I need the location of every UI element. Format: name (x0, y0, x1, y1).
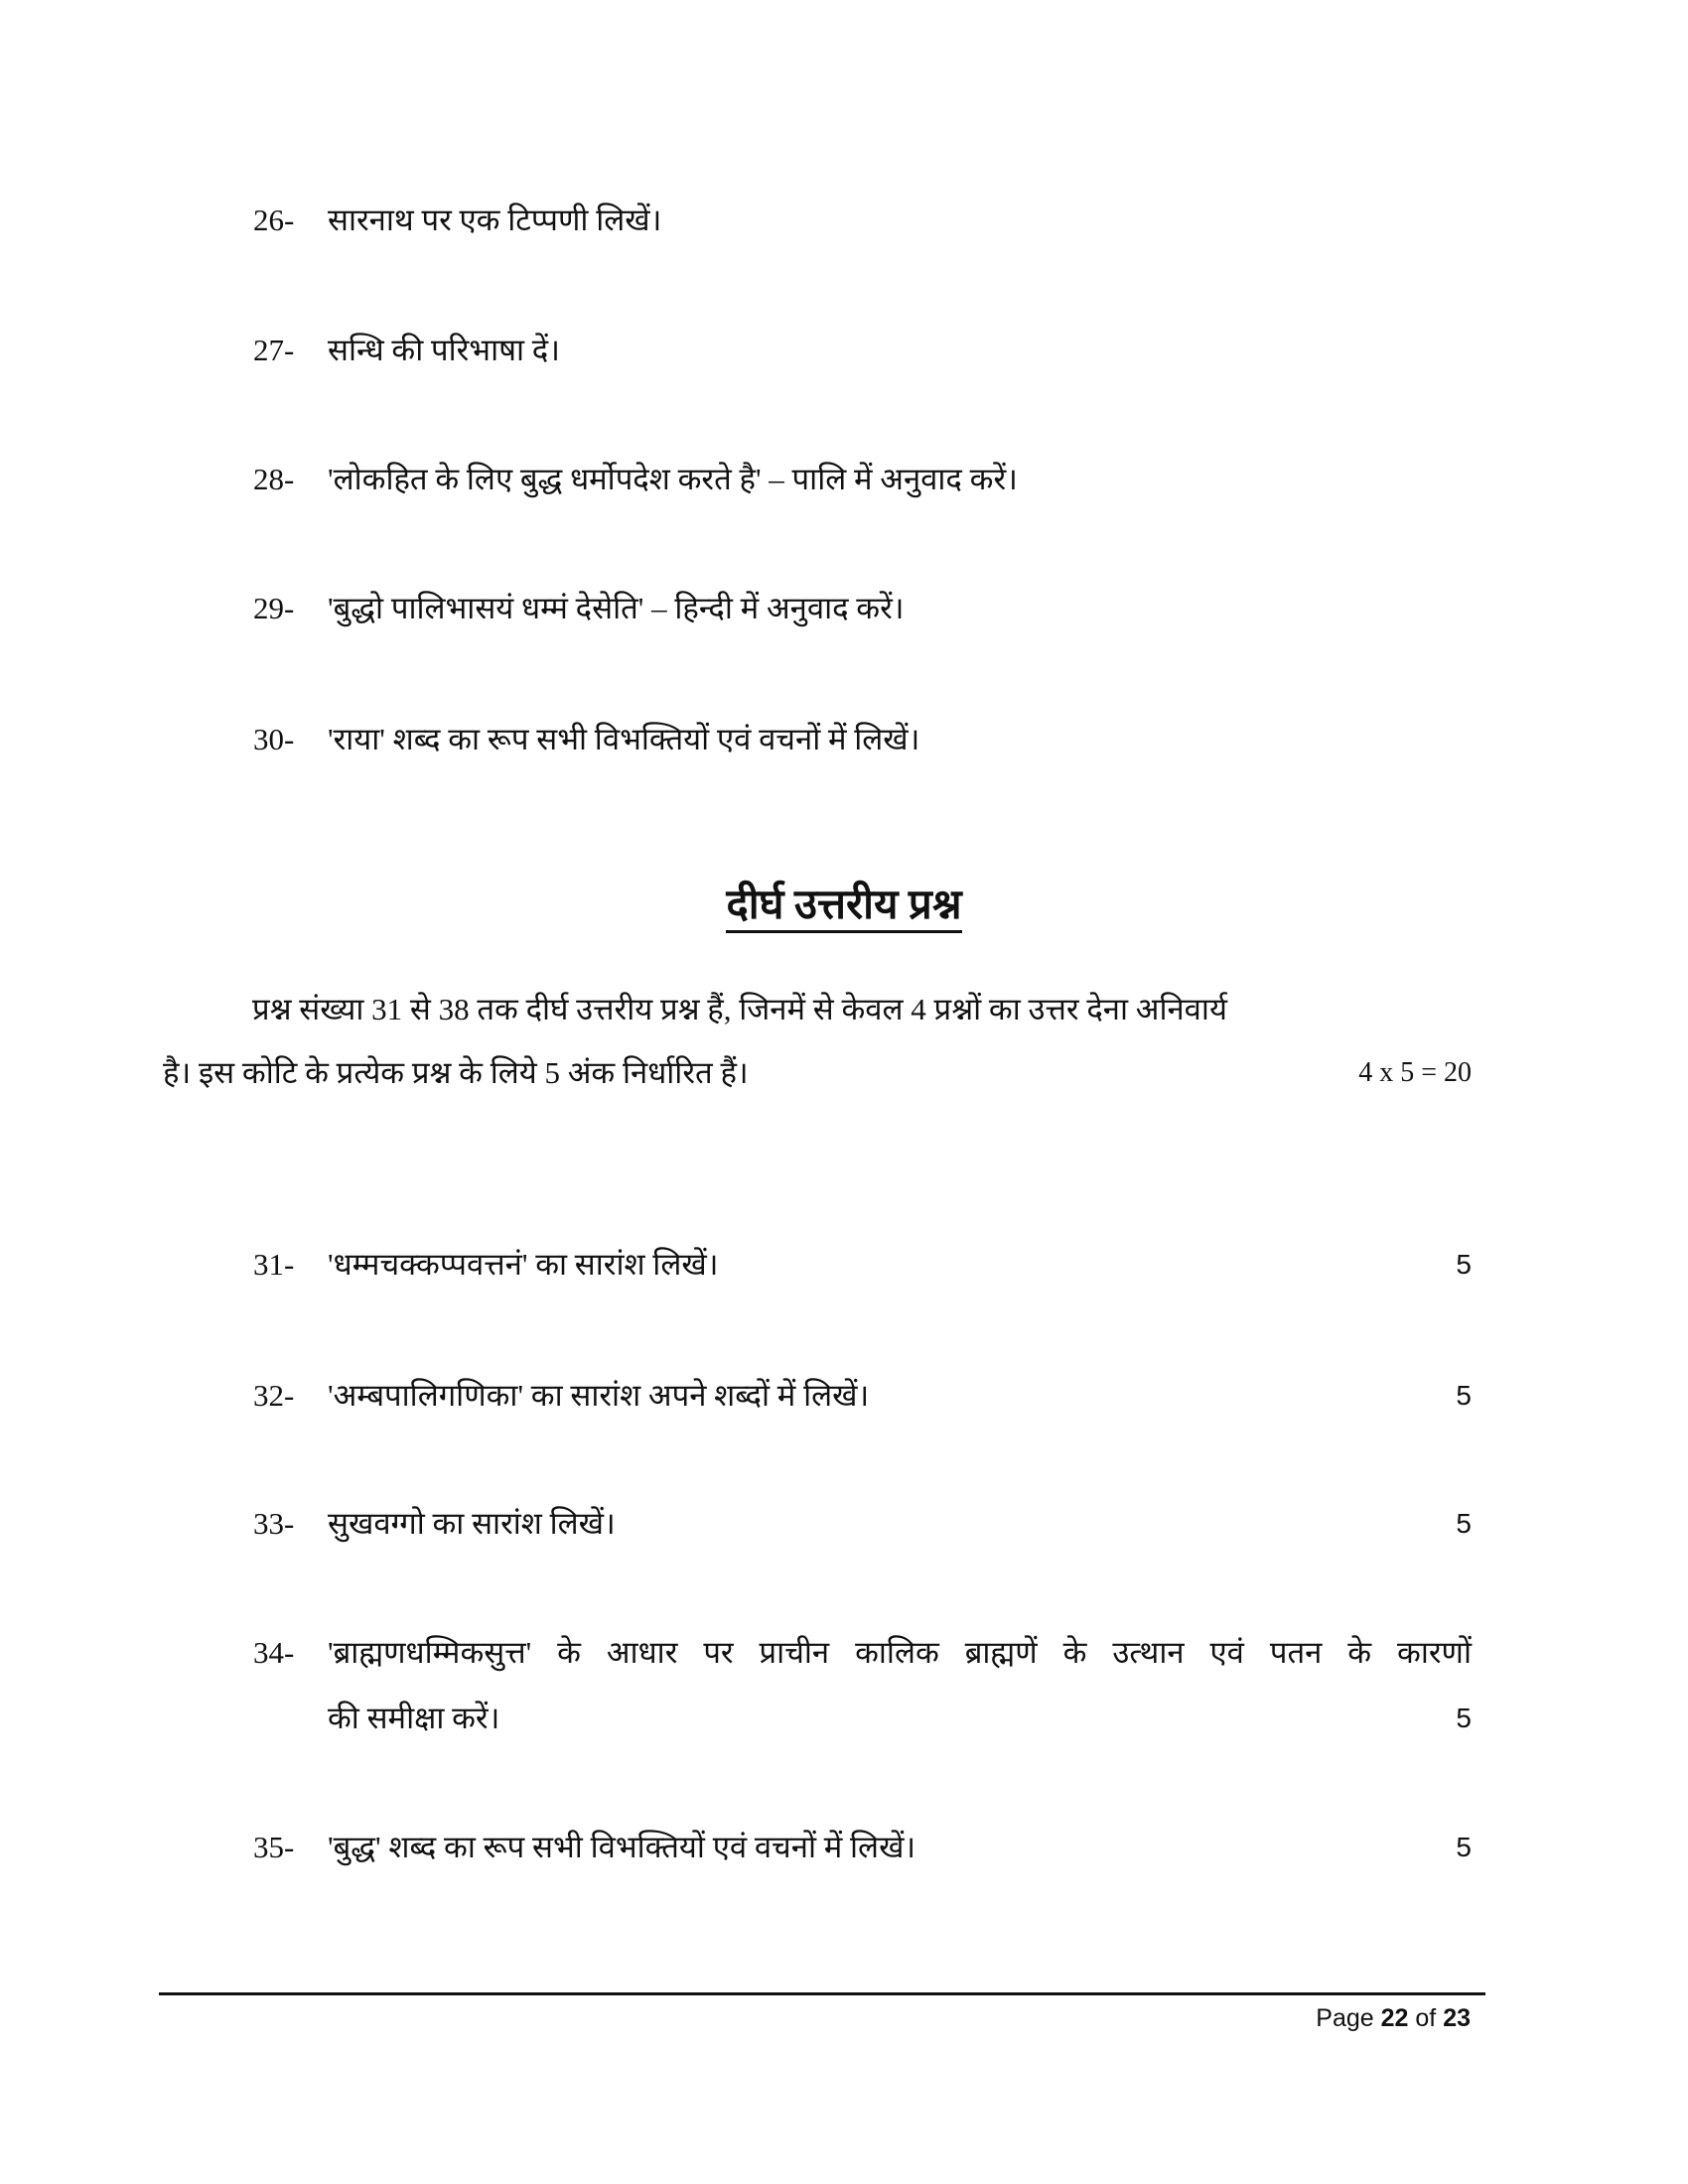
question-35 (0, 1825, 1688, 1870)
marks-formula: 4 x 5 = 20 (1358, 1057, 1472, 1088)
question-31 (0, 1242, 1688, 1288)
question-text: 'राया' शब्द का रूप सभी विभक्तियों एवं वचनों में लिखें। (328, 722, 920, 756)
question-marks: 5 (1456, 1703, 1472, 1733)
question-text: 'ब्राह्मणधम्मिकसुत्त' के आधार पर प्राचीन कालिक ब्राह्मणें के उत्थान एवं पतन के कारणों (328, 1635, 1472, 1670)
section-heading-text: दीर्घ उत्तरीय प्रश्न (726, 883, 961, 933)
question-text-continued: की समीक्षा करें। (328, 1701, 500, 1735)
question-text: सुखवग्गो का सारांश लिखें। (328, 1506, 616, 1541)
instruction-line-1: प्रश्न संख्या 31 से 38 तक दीर्घ उत्तरीय प्रश्न हैं, जिनमें से केवल 4 प्रश्नों का उत्तर देना अनिवार्य (252, 992, 1227, 1026)
question-text: 'लोकहित के लिए बुद्ध धर्मोपदेश करते है' – पालि में अनुवाद करें। (328, 462, 1018, 496)
question-number: 34- (253, 1635, 295, 1670)
page-label: Page (1316, 2004, 1374, 2032)
question-text: सन्धि की परिभाषा दें। (328, 333, 561, 367)
section-heading (0, 878, 1688, 933)
question-text: 'बुद्ध' शब्द का रूप सभी विभक्तियों एवं वचनों में लिखें। (328, 1830, 916, 1864)
instruction-line-2: है। इस कोटि के प्रत्येक प्रश्न के लिये 5 अंक निर्धारित हैं। (163, 1055, 749, 1090)
question-text: सारनाथ पर एक टिप्पणी लिखें। (328, 203, 662, 237)
question-number: 33- (253, 1506, 295, 1541)
page-current: 22 (1380, 2004, 1409, 2032)
question-33 (0, 1501, 1688, 1547)
question-marks: 5 (1456, 1832, 1472, 1862)
question-number: 30- (253, 722, 295, 756)
page-total: 23 (1443, 2004, 1471, 2032)
question-32 (0, 1373, 1688, 1419)
question-number: 31- (253, 1247, 295, 1282)
question-number: 28- (253, 462, 295, 496)
question-number: 29- (253, 591, 295, 625)
footer-divider (159, 1992, 1485, 1995)
question-34-continued (0, 1696, 1688, 1741)
question-number: 32- (253, 1378, 295, 1413)
question-text: 'धम्मचक्कप्पवत्तनं' का सारांश लिखें। (328, 1247, 719, 1282)
question-marks: 5 (1456, 1249, 1472, 1280)
page-number (1316, 2001, 1471, 2035)
question-number: 26- (253, 203, 295, 237)
question-text: 'अम्बपालिगणिका' का सारांश अपने शब्दों में लिखें। (328, 1378, 870, 1413)
question-marks: 5 (1456, 1380, 1472, 1411)
question-34 (0, 1630, 1688, 1676)
question-number: 27- (253, 333, 295, 367)
of-label: of (1415, 2004, 1437, 2032)
question-text: 'बुद्धो पालिभासयं धम्मं देसेति' – हिन्दी में अनुवाद करें। (328, 591, 905, 625)
question-marks: 5 (1456, 1508, 1472, 1539)
question-number: 35- (253, 1830, 295, 1864)
